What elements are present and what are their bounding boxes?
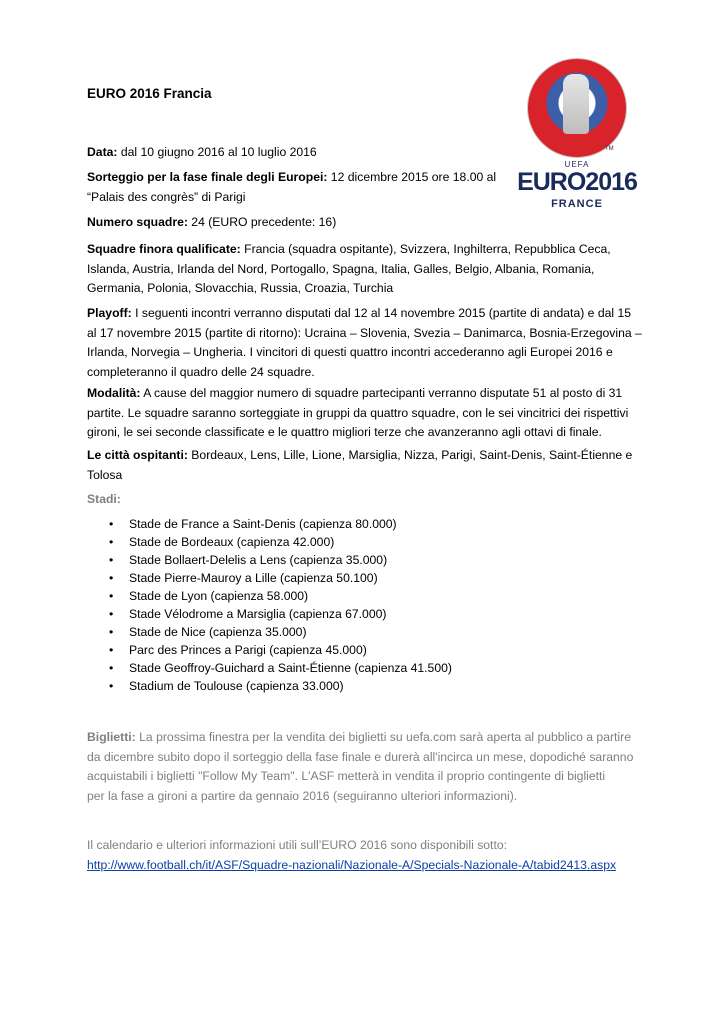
- text-qualificate-3: Germania, Polonia, Slovacchia, Russia, Croazia, Turchia: [87, 281, 394, 295]
- paragraph-qualificate: [87, 240, 611, 299]
- text-sorteggio-2: “Palais des congrès” di Parigi: [87, 189, 246, 204]
- label-modalita: Modalità:: [87, 386, 141, 400]
- text-modalita-2: partite. Le squadre saranno sorteggiate in gruppi da quattro squadre, con le sei vincitrici dei rispettivi: [87, 405, 629, 420]
- text-citta-1: Bordeaux, Lens, Lille, Lione, Marsiglia, Nizza, Parigi, Saint-Denis, Saint-Étienne e: [187, 448, 633, 462]
- trophy-icon: [563, 74, 589, 134]
- label-stadi: Stadi:: [87, 492, 121, 506]
- list-item: • Stade de Bordeaux (capienza 42.000): [87, 533, 452, 551]
- paragraph-data: [87, 143, 317, 163]
- text-biglietti-4: per la fase a gironi a partire da gennaio 2016 (seguiranno ulteriori informazioni).: [87, 788, 518, 803]
- paragraph-biglietti: [87, 728, 633, 806]
- paragraph-numero-squadre: [87, 213, 336, 233]
- paragraph-stadi-heading: [87, 490, 121, 510]
- stadi-list: [87, 515, 452, 695]
- logo-france-text: FRANCE: [551, 198, 603, 210]
- footer-intro: Il calendario e ulteriori informazioni utili sull’EURO 2016 sono disponibili sotto:: [87, 838, 507, 852]
- paragraph-footer: [87, 836, 616, 875]
- list-item: • Stadium de Toulouse (capienza 33.000): [87, 677, 452, 695]
- list-item: • Parc des Princes a Parigi (capienza 45.000): [87, 641, 452, 659]
- text-playoff-4: completeranno il quadro delle 24 squadre.: [87, 364, 315, 379]
- text-playoff-3: Irlanda, Norvegia – Ungheria. I vincitori di questi quattro incontri accederanno agli Europei 2016 e: [87, 345, 613, 359]
- text-biglietti-1: La prossima finestra per la vendita dei biglietti su uefa.com sarà aperta al pubblico a partire: [135, 730, 631, 744]
- list-item: • Stade Geoffroy-Guichard a Saint-Étienne (capienza 41.500): [87, 659, 452, 677]
- paragraph-playoff: [87, 304, 642, 382]
- label-qualificate: Squadre finora qualificate:: [87, 242, 241, 256]
- list-item: • Stade de France a Saint-Denis (capienza 80.000): [87, 515, 452, 533]
- euro2016-logo: [517, 56, 637, 216]
- logo-euro-text: EURO2016: [517, 168, 637, 196]
- paragraph-sorteggio: [87, 168, 496, 207]
- label-sorteggio: Sorteggio per la fase finale degli Europei:: [87, 170, 328, 184]
- document-title: EURO 2016 Francia: [87, 86, 212, 101]
- list-item: • Stade Vélodrome a Marsiglia (capienza 67.000): [87, 605, 452, 623]
- text-biglietti-3: acquistabili i biglietti "Follow My Team". L'ASF metterà in vendita il proprio contingente di biglietti: [87, 769, 606, 783]
- text-modalita-3: gironi, le sei seconde classificate e le quattro migliori terze che avanzeranno agli ottavi di finale.: [87, 425, 602, 439]
- list-item: • Stade Bollaert-Delelis a Lens (capienza 35.000): [87, 551, 452, 569]
- label-playoff: Playoff:: [87, 306, 132, 320]
- list-item: • Stade de Lyon (capienza 58.000): [87, 587, 452, 605]
- label-citta: Le città ospitanti:: [87, 448, 188, 462]
- paragraph-citta: [87, 446, 632, 485]
- label-biglietti: Biglietti:: [87, 730, 136, 744]
- label-numero-squadre: Numero squadre:: [87, 215, 188, 229]
- text-qualificate-1: Francia (squadra ospitante), Svizzera, Inghilterra, Repubblica Ceca,: [240, 242, 611, 256]
- text-citta-2: Tolosa: [87, 467, 123, 482]
- text-sorteggio-1: 12 dicembre 2015 ore 18.00 al: [327, 170, 497, 184]
- label-data: Data:: [87, 145, 118, 159]
- text-qualificate-2: Islanda, Austria, Irlanda del Nord, Portogallo, Spagna, Italia, Galles, Belgio, Albania, Romania,: [87, 261, 595, 276]
- logo-uefa-text: UEFA: [564, 160, 590, 169]
- text-playoff-1: I seguenti incontri verranno disputati dal 12 al 14 novembre 2015 (partite di andata) e dal 15: [131, 306, 632, 320]
- football-ch-link[interactable]: http://www.football.ch/it/ASF/Squadre-nazionali/Nazionale-A/Specials-Nazionale-A/tabid2413.aspx: [87, 857, 617, 872]
- text-biglietti-2: da dicembre subito dopo il sorteggio della fase finale e durerà all'incirca un mese, dopodiché saranno: [87, 749, 634, 764]
- list-item: • Stade Pierre-Mauroy a Lille (capienza 50.100): [87, 569, 452, 587]
- text-modalita-1: A cause del maggior numero di squadre partecipanti verranno disputate 51 al posto di 31: [140, 386, 623, 400]
- paragraph-modalita: [87, 384, 628, 443]
- logo-trademark: TM: [605, 146, 614, 152]
- text-numero-squadre: 24 (EURO precedente: 16): [187, 215, 337, 229]
- text-data: dal 10 giugno 2016 al 10 luglio 2016: [117, 145, 317, 159]
- text-playoff-2: al 17 novembre 2015 (partite di ritorno): Ucraina – Slovenia, Svezia – Danimarca, Bosnia-Erzegovina –: [87, 325, 642, 340]
- list-item: • Stade de Nice (capienza 35.000): [87, 623, 452, 641]
